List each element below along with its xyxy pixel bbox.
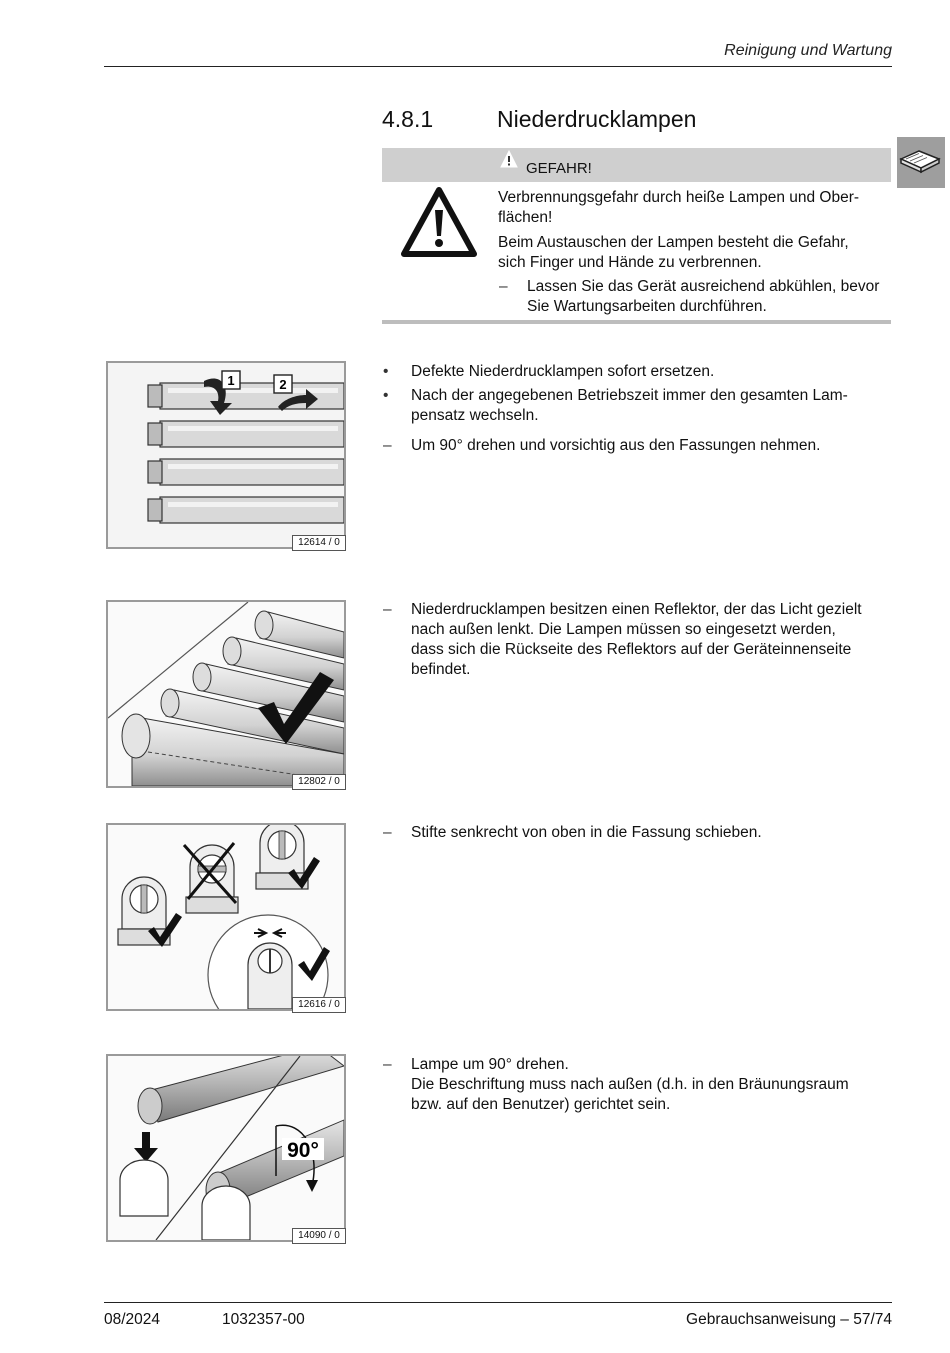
lamp-socket-icon	[202, 1186, 250, 1240]
warning-triangle-icon	[500, 150, 518, 168]
dash-marker: –	[383, 437, 392, 454]
angle-label: 90°	[287, 1139, 319, 1162]
dash-marker: –	[383, 824, 392, 841]
footer-rule	[104, 1302, 892, 1303]
step-text: nach außen lenkt. Die Lampen müssen so eingesetzt werden,	[411, 621, 836, 638]
book-icon	[897, 137, 945, 188]
figure-code: 14090 / 0	[292, 1228, 346, 1244]
bullet-marker: •	[383, 363, 389, 380]
lamp-socket-icon	[248, 943, 292, 1009]
step-text: dass sich die Rückseite des Reflektors auf der Geräteinnenseite	[411, 641, 852, 658]
figure-code: 12802 / 0	[292, 774, 346, 790]
header-rule	[104, 66, 892, 67]
lamp-tube-icon	[148, 497, 344, 523]
danger-banner	[382, 148, 891, 182]
instruction-dash: –	[499, 278, 508, 295]
section-title: Niederdrucklampen	[497, 106, 697, 132]
figure-code: 12614 / 0	[292, 535, 346, 551]
callout-2: 2	[279, 377, 287, 392]
lamp-tube-icon	[148, 421, 344, 447]
dash-marker: –	[383, 601, 392, 618]
step-text: Um 90° drehen und vorsichtig aus den Fassungen nehmen.	[411, 437, 821, 454]
lamp-tube-icon	[148, 459, 344, 485]
section-number: 4.8.1	[382, 106, 434, 132]
step-text: Niederdrucklampen besitzen einen Reflektor, der das Licht gezielt	[411, 601, 862, 618]
figure-lamp-removal	[106, 361, 346, 549]
danger-instruction-b: Sie Wartungsarbeiten durchführen.	[527, 298, 767, 315]
chapter-tab	[897, 137, 945, 188]
figure-lamp-rotation	[106, 1054, 346, 1242]
figure-socket-insertion	[106, 823, 346, 1011]
step-text: pensatz wechseln.	[411, 407, 539, 424]
step-text: Nach der angegebenen Betriebszeit immer den gesamten Lam-	[411, 387, 848, 404]
danger-text-1b: flächen!	[498, 209, 553, 226]
running-header: Reinigung und Wartung	[724, 42, 892, 59]
step-text: befindet.	[411, 661, 471, 678]
bullet-marker: •	[383, 387, 389, 404]
callout-1: 1	[227, 373, 235, 388]
danger-instruction-a: Lassen Sie das Gerät ausreichend abkühlen, bevor	[527, 278, 880, 295]
dash-marker: –	[383, 1056, 392, 1073]
step-text: Die Beschriftung muss nach außen (d.h. in den Bräunungsraum	[411, 1076, 849, 1093]
lamp-tube-icon	[148, 383, 344, 409]
footer-page-label: Gebrauchsanweisung – 57/74	[686, 1311, 892, 1328]
step-text: bzw. auf den Benutzer) gerichtet sein.	[411, 1096, 671, 1113]
figure-reflector-orientation	[106, 600, 346, 788]
danger-text-2b: sich Finger und Hände zu verbrennen.	[498, 254, 762, 271]
danger-text-1a: Verbrennungsgefahr durch heiße Lampen und Ober-	[498, 189, 860, 206]
step-text: Lampe um 90° drehen.	[411, 1056, 569, 1073]
danger-label: GEFAHR!	[526, 160, 592, 177]
step-text: Stifte senkrecht von oben in die Fassung schieben.	[411, 824, 762, 841]
warning-triangle-icon	[400, 186, 478, 258]
footer-doc-number: 1032357-00	[222, 1311, 305, 1328]
step-text: Defekte Niederdrucklampen sofort ersetzen.	[411, 363, 715, 380]
lamp-socket-icon	[120, 1160, 168, 1216]
danger-rule	[382, 320, 891, 324]
footer-date: 08/2024	[104, 1311, 161, 1328]
figure-code: 12616 / 0	[292, 997, 346, 1013]
danger-text-2a: Beim Austauschen der Lampen besteht die Gefahr,	[498, 234, 849, 251]
